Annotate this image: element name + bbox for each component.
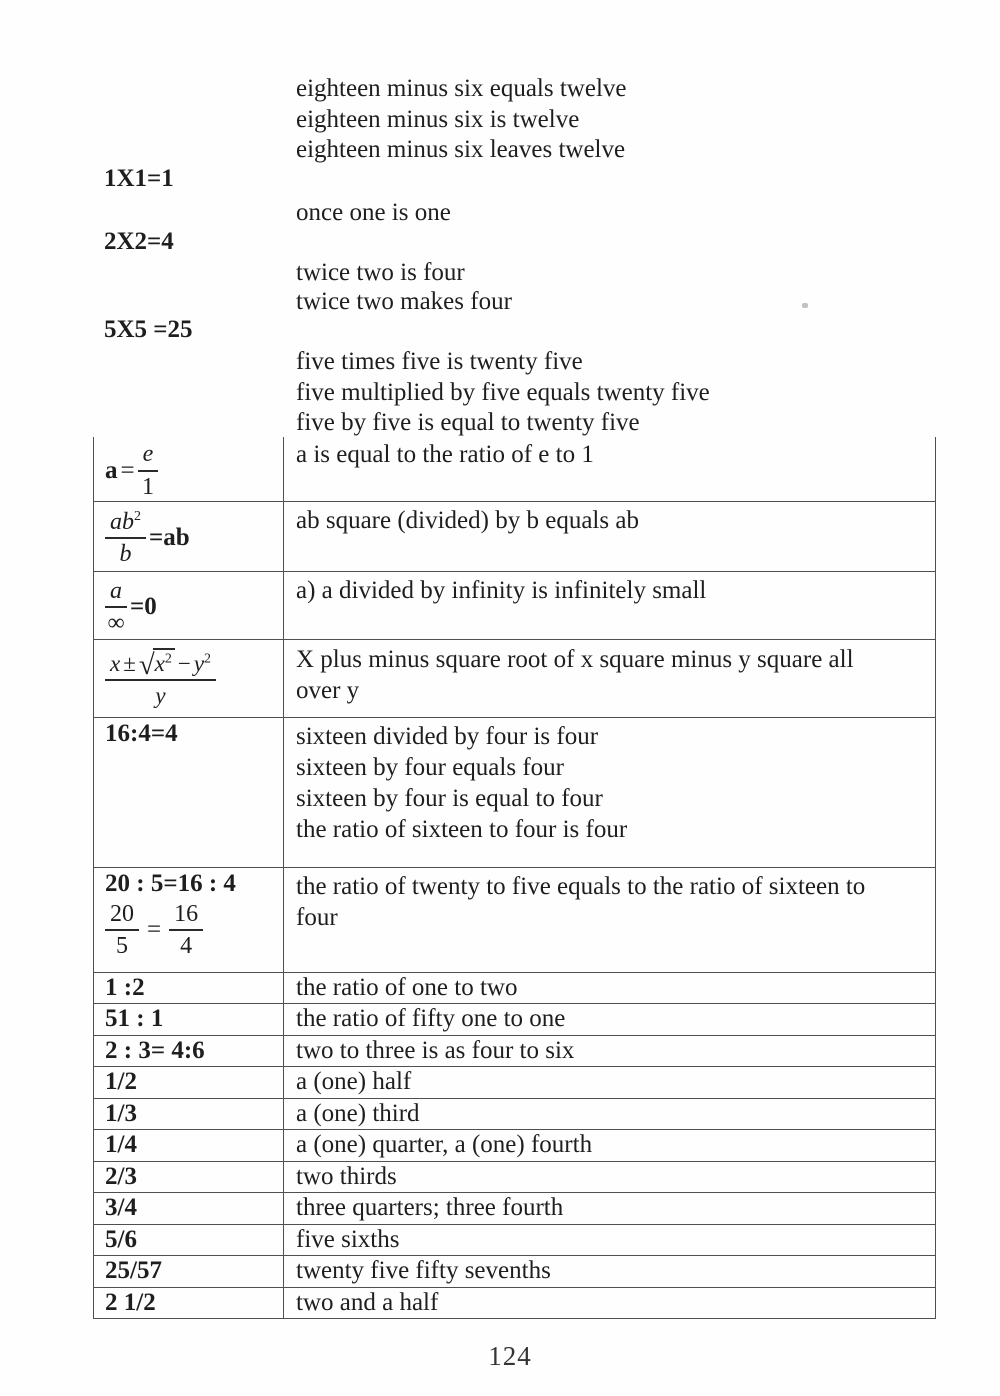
pronunciation-line: five times five is twenty five bbox=[296, 348, 583, 375]
formula-cell bbox=[93, 640, 284, 717]
equals-sign: = bbox=[120, 456, 135, 484]
fraction-denominator: 1 bbox=[141, 473, 154, 500]
formula-lead: a bbox=[105, 456, 118, 484]
table-row bbox=[93, 1193, 936, 1225]
description-cell: a is equal to the ratio of e to 1 bbox=[284, 437, 936, 501]
description-line: the ratio of sixteen to four is four bbox=[296, 816, 628, 843]
description-cell: two and a half bbox=[284, 1288, 936, 1318]
math-expression-label: 1X1=1 bbox=[104, 165, 174, 192]
fraction bbox=[169, 900, 203, 960]
fraction bbox=[138, 440, 159, 500]
pronunciation-line: eighteen minus six equals twelve bbox=[296, 75, 627, 102]
table-row bbox=[93, 1162, 936, 1193]
ratio-expression: 20 : 5=16 : 4 bbox=[105, 870, 236, 897]
table-row bbox=[93, 502, 936, 572]
fraction-numerator: 16 bbox=[169, 900, 203, 931]
description-line: sixteen divided by four is four bbox=[296, 723, 599, 750]
fraction-numerator: 20 bbox=[105, 900, 139, 931]
description-cell: five sixths bbox=[284, 1225, 936, 1255]
description-cell: a (one) third bbox=[284, 1099, 936, 1129]
description-cell: two thirds bbox=[284, 1162, 936, 1192]
pronunciation-line: once one is one bbox=[296, 199, 451, 226]
table-row bbox=[93, 572, 936, 640]
table-row bbox=[93, 640, 936, 718]
equals-sign: = bbox=[147, 916, 162, 944]
table-row bbox=[93, 1130, 936, 1162]
table-row bbox=[93, 718, 936, 868]
exponent: 2 bbox=[134, 508, 141, 524]
plus-minus-sign: ± bbox=[123, 651, 136, 677]
pronunciation-line: five by five is equal to twenty five bbox=[296, 409, 640, 436]
formula-cell: 1/2 bbox=[93, 1067, 284, 1098]
pronunciation-line: twice two makes four bbox=[296, 288, 512, 315]
formula-cell bbox=[93, 868, 284, 972]
formula-cell bbox=[93, 437, 284, 501]
table-row bbox=[93, 437, 936, 502]
pronunciation-table bbox=[93, 437, 936, 1319]
fraction bbox=[105, 577, 127, 637]
fraction-denominator: b bbox=[119, 541, 132, 567]
description-line: the ratio of twenty to five equals to the ratio of sixteen to bbox=[296, 873, 866, 900]
table-row bbox=[93, 1067, 936, 1099]
description-cell bbox=[284, 640, 936, 717]
infinity-symbol: ∞ bbox=[107, 610, 125, 636]
description-cell: ab square (divided) by b equals ab bbox=[284, 502, 936, 571]
radicand-base: x bbox=[154, 651, 165, 677]
formula-cell: 5/6 bbox=[93, 1225, 284, 1255]
sqrt-radical-sign: √ bbox=[138, 649, 155, 682]
table-row bbox=[93, 973, 936, 1004]
formula-result: =0 bbox=[130, 593, 157, 620]
formula-cell: 3/4 bbox=[93, 1193, 284, 1224]
fraction-numerator bbox=[105, 508, 146, 539]
table-row bbox=[93, 1004, 936, 1036]
fraction-denominator: 4 bbox=[180, 933, 193, 960]
description-cell: the ratio of fifty one to one bbox=[284, 1004, 936, 1035]
formula-cell: 16:4=4 bbox=[93, 718, 284, 867]
variable-y: y bbox=[193, 651, 205, 677]
pronunciation-line: five multiplied by five equals twenty five bbox=[296, 379, 710, 406]
fraction bbox=[105, 508, 146, 568]
formula-cell bbox=[93, 572, 284, 639]
formula-cell: 2 1/2 bbox=[93, 1288, 284, 1318]
exponent: 2 bbox=[204, 651, 212, 667]
table-row bbox=[93, 1225, 936, 1256]
formula-cell: 2 : 3= 4:6 bbox=[93, 1036, 284, 1066]
formula-cell: 1 :2 bbox=[93, 973, 284, 1003]
formula-cell: 1/4 bbox=[93, 1130, 284, 1161]
fraction-equation bbox=[105, 900, 279, 960]
exponent: 2 bbox=[164, 651, 172, 667]
sqrt-radicand bbox=[153, 648, 175, 676]
description-cell: a) a divided by infinity is infinitely small bbox=[284, 572, 936, 639]
fraction bbox=[105, 650, 216, 708]
formula-cell bbox=[93, 502, 284, 571]
description-cell: twenty five fifty sevenths bbox=[284, 1256, 936, 1287]
description-cell: a (one) quarter, a (one) fourth bbox=[284, 1130, 936, 1161]
description-cell: the ratio of one to two bbox=[284, 973, 936, 1003]
formula-cell: 51 : 1 bbox=[93, 1004, 284, 1035]
page-number: 124 bbox=[488, 1341, 532, 1371]
formula-cell: 25/57 bbox=[93, 1256, 284, 1287]
fraction-numerator bbox=[105, 650, 216, 681]
variable-x: x bbox=[110, 651, 121, 677]
math-expression-label: 2X2=4 bbox=[104, 228, 174, 255]
table-row bbox=[93, 1256, 936, 1288]
pronunciation-line: eighteen minus six is twelve bbox=[296, 106, 580, 133]
formula-cell: 1/3 bbox=[93, 1099, 284, 1129]
table-row bbox=[93, 1036, 936, 1067]
minus-sign: − bbox=[177, 651, 191, 677]
description-cell: three quarters; three fourth bbox=[284, 1193, 936, 1224]
numerator-base: ab bbox=[110, 508, 134, 535]
description-line: sixteen by four equals four bbox=[296, 754, 564, 781]
pronunciation-line: eighteen minus six leaves twelve bbox=[296, 136, 626, 163]
description-line: sixteen by four is equal to four bbox=[296, 785, 603, 812]
fraction-numerator: e bbox=[138, 440, 159, 471]
math-expression-label: 5X5 =25 bbox=[104, 316, 193, 343]
fraction-denominator: 5 bbox=[116, 933, 128, 960]
description-cell: a (one) half bbox=[284, 1067, 936, 1098]
formula-cell: 2/3 bbox=[93, 1162, 284, 1192]
fraction-numerator: a bbox=[105, 577, 127, 608]
description-line: four bbox=[296, 904, 338, 931]
pronunciation-line: twice two is four bbox=[296, 259, 465, 286]
description-cell: two to three is as four to six bbox=[284, 1036, 936, 1066]
description-line: over y bbox=[296, 677, 360, 704]
fraction bbox=[105, 900, 139, 960]
fraction-denominator: y bbox=[155, 683, 166, 709]
description-line: X plus minus square root of x square minus y square all bbox=[296, 646, 854, 673]
table-row bbox=[93, 868, 936, 973]
formula-result: =ab bbox=[149, 524, 190, 551]
table-row bbox=[93, 1288, 936, 1319]
table-row bbox=[93, 1099, 936, 1130]
scan-artifact bbox=[802, 303, 808, 308]
description-cell bbox=[284, 868, 936, 972]
description-cell bbox=[284, 718, 936, 867]
